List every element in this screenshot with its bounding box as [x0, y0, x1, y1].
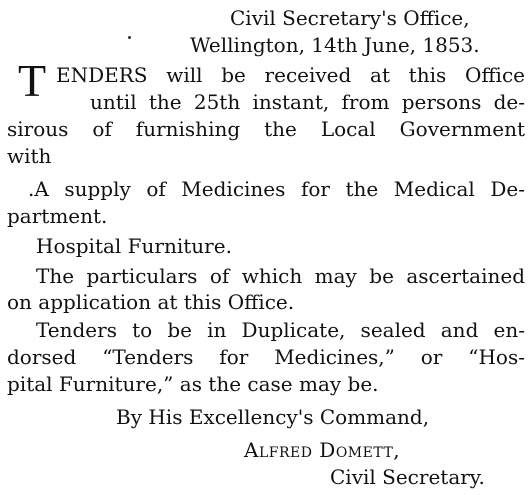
- notice-line-4: with: [7, 144, 52, 168]
- place-date: Wellington, 14th June, 1853.: [190, 33, 480, 57]
- item-medicines-line-2: partment.: [7, 204, 108, 228]
- item-medicines-line-1: .A supply of Medicines for the Medical De-: [28, 177, 525, 201]
- tenders-line-1: Tenders to be in Duplicate, sealed and en-: [36, 318, 525, 342]
- tenders-line-2: dorsed “Tenders for Medicines,” or “Hos-: [7, 345, 525, 369]
- notice-line-2: until the 25th instant, from persons de-: [90, 90, 525, 114]
- ink-speck: [128, 36, 131, 39]
- tenders-line-3: pital Furniture,” as the case may be.: [7, 372, 379, 396]
- particulars-line-1: The particulars of which may be ascertained: [36, 264, 525, 288]
- closing-command: By His Excellency's Command,: [116, 405, 430, 429]
- notice-line-1: ENDERS will be received at this Office: [56, 63, 525, 87]
- signatory-title: Civil Secretary.: [330, 465, 485, 489]
- item-hospital-furniture: Hospital Furniture.: [36, 234, 232, 258]
- notice-line-3: sirous of furnishing the Local Government: [7, 117, 525, 141]
- particulars-line-2: on application at this Office.: [7, 290, 295, 314]
- signatory-name: Alfred Domett,: [244, 438, 401, 462]
- drop-cap: T: [18, 55, 47, 106]
- office-heading: Civil Secretary's Office,: [230, 6, 470, 30]
